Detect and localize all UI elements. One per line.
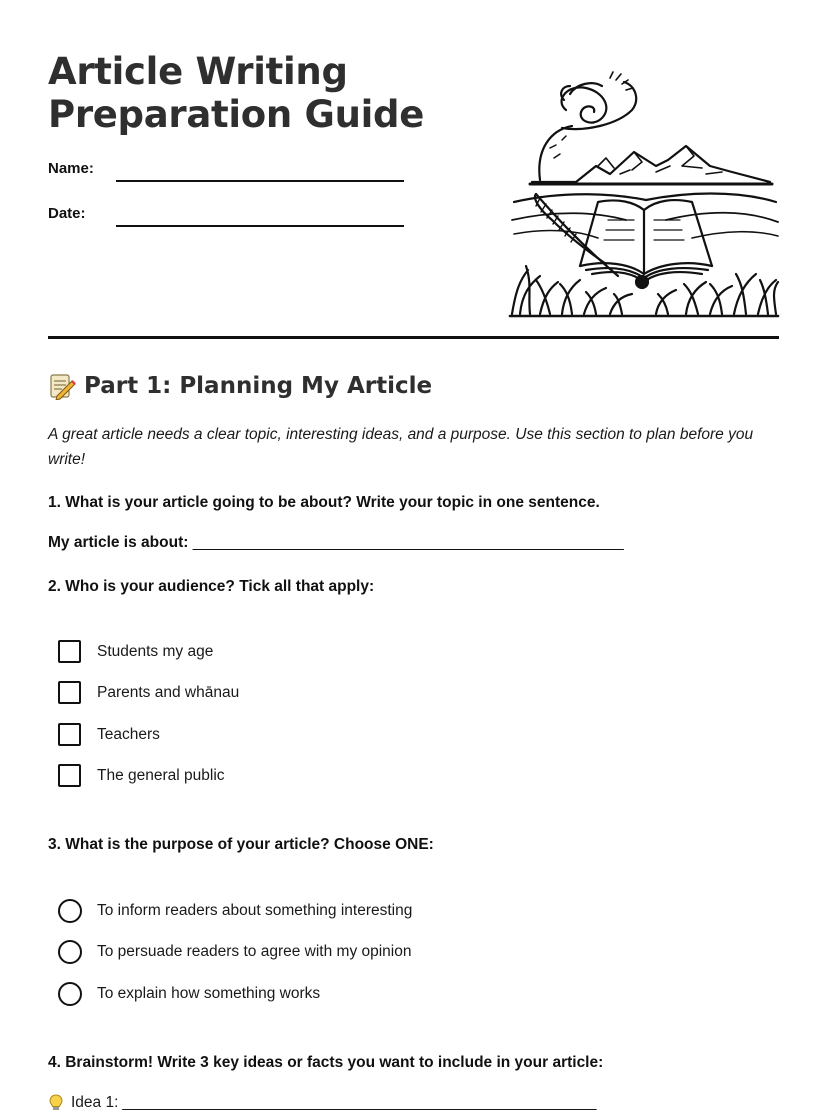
header-divider: [48, 336, 779, 339]
topic-answer-field[interactable]: __________________________________________________: [192, 534, 624, 551]
idea-1-row: [48, 1094, 597, 1112]
radio-button[interactable]: [58, 982, 82, 1006]
audience-option-label: Teachers: [97, 725, 160, 743]
audience-option[interactable]: [58, 764, 225, 787]
purpose-option[interactable]: [58, 940, 412, 964]
topic-answer: [48, 534, 624, 552]
page-title: [48, 50, 424, 136]
part1-title: Part 1: Planning My Article: [84, 373, 433, 399]
topic-prompt: My article is about:: [48, 534, 189, 551]
purpose-option[interactable]: [58, 982, 320, 1006]
question-4: 4. Brainstorm! Write 3 key ideas or facts you want to include in your article:: [48, 1054, 604, 1071]
name-field[interactable]: [116, 180, 404, 182]
idea-1-field[interactable]: _______________________________________________________: [122, 1094, 597, 1111]
part1-intro: A great article needs a clear topic, interesting ideas, and a purpose. Use this section to plan before you write!: [48, 426, 754, 468]
lightbulb-icon: [48, 1094, 64, 1112]
date-field[interactable]: [116, 225, 404, 227]
radio-button[interactable]: [58, 899, 82, 923]
book-landscape-illustration: [506, 70, 782, 322]
radio-button[interactable]: [58, 940, 82, 964]
purpose-option-label: To inform readers about something interesting: [97, 902, 413, 919]
title-line-1: Article Writing: [48, 50, 348, 93]
part1-heading: [48, 372, 432, 400]
memo-pencil-icon: [48, 372, 76, 400]
question-1: 1. What is your article going to be about? Write your topic in one sentence.: [48, 494, 600, 511]
audience-option-label: Parents and whānau: [97, 683, 240, 701]
purpose-option-label: To explain how something works: [97, 985, 321, 1002]
purpose-option[interactable]: [58, 899, 412, 923]
checkbox[interactable]: [58, 681, 81, 704]
audience-option[interactable]: [58, 681, 239, 704]
audience-option-label: Students my age: [97, 642, 214, 660]
question-3: 3. What is the purpose of your article? Choose ONE:: [48, 836, 434, 853]
question-2: 2. Who is your audience? Tick all that apply:: [48, 578, 375, 595]
audience-option-label: The general public: [97, 766, 225, 784]
title-line-2: Preparation Guide: [48, 93, 425, 136]
purpose-option-label: To persuade readers to agree with my opinion: [97, 943, 412, 960]
checkbox[interactable]: [58, 723, 81, 746]
name-label: Name:: [48, 160, 94, 177]
audience-option[interactable]: [58, 723, 160, 746]
idea-1-label: Idea 1:: [71, 1094, 119, 1111]
checkbox[interactable]: [58, 764, 81, 787]
audience-option[interactable]: [58, 640, 213, 663]
checkbox[interactable]: [58, 640, 81, 663]
date-label: Date:: [48, 205, 86, 222]
